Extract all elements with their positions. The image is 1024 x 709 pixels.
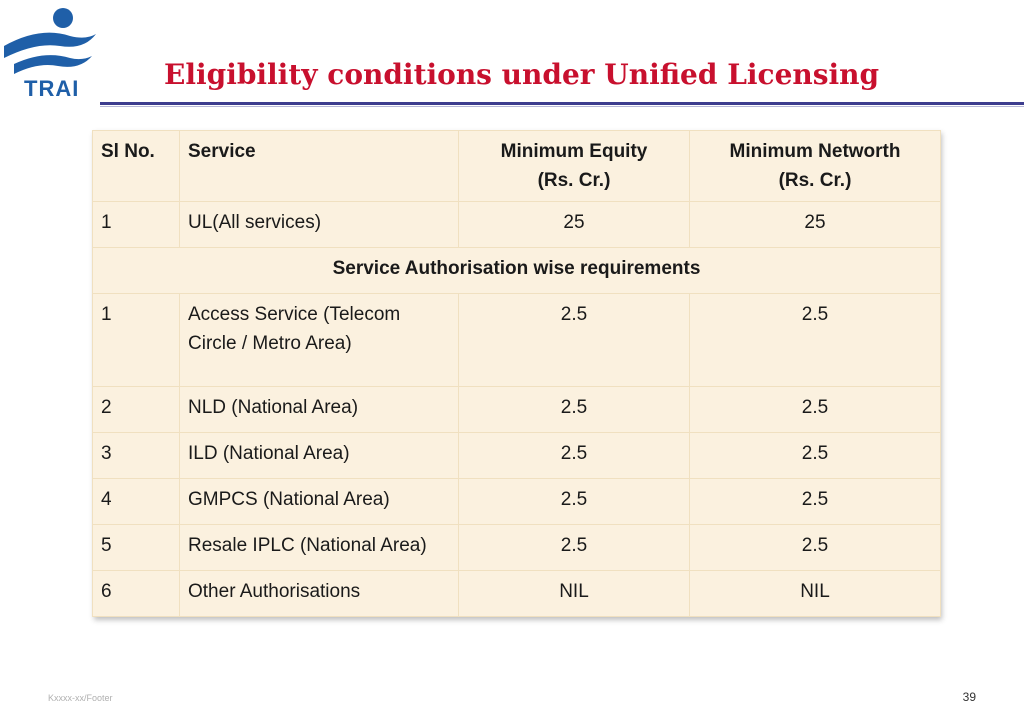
row-service: NLD (National Area) bbox=[180, 387, 459, 433]
logo-text: TRAI bbox=[24, 76, 80, 101]
row-sl: 5 bbox=[93, 525, 180, 571]
table-row bbox=[93, 387, 941, 433]
header-min-equity-line2: (Rs. Cr.) bbox=[537, 170, 611, 191]
table-row bbox=[93, 479, 941, 525]
row-sl: 2 bbox=[93, 387, 180, 433]
row-networth: 2.5 bbox=[690, 479, 941, 525]
slide-title: Eligibility conditions under Unified Licensing bbox=[164, 58, 880, 91]
table-row bbox=[93, 294, 941, 387]
row-equity: NIL bbox=[459, 571, 690, 617]
header-min-networth-line1: Minimum Networth bbox=[729, 141, 901, 162]
eligibility-table bbox=[92, 130, 941, 617]
row-service: Access Service (Telecom Circle / Metro Area) bbox=[180, 294, 459, 387]
ul-row bbox=[93, 202, 941, 248]
row-service: Other Authorisations bbox=[180, 571, 459, 617]
row-service: Resale IPLC (National Area) bbox=[180, 525, 459, 571]
row-networth: 2.5 bbox=[690, 387, 941, 433]
row-sl: 3 bbox=[93, 433, 180, 479]
row-networth: NIL bbox=[690, 571, 941, 617]
page-number: 39 bbox=[962, 690, 976, 704]
row-equity: 2.5 bbox=[459, 525, 690, 571]
footer-text: Kxxxx-xx/Footer bbox=[48, 693, 113, 703]
row-equity: 2.5 bbox=[459, 387, 690, 433]
row-sl: 4 bbox=[93, 479, 180, 525]
ul-sl: 1 bbox=[93, 202, 180, 248]
title-divider bbox=[100, 102, 1024, 105]
row-equity: 2.5 bbox=[459, 294, 690, 387]
header-min-networth-line2: (Rs. Cr.) bbox=[778, 170, 852, 191]
row-equity: 2.5 bbox=[459, 433, 690, 479]
ul-service: UL(All services) bbox=[180, 202, 459, 248]
ul-equity: 25 bbox=[459, 202, 690, 248]
header-min-networth bbox=[690, 131, 941, 202]
row-sl: 1 bbox=[93, 294, 180, 387]
eligibility-table-container bbox=[92, 130, 940, 617]
ul-networth: 25 bbox=[690, 202, 941, 248]
row-networth: 2.5 bbox=[690, 525, 941, 571]
table-row bbox=[93, 525, 941, 571]
row-service: ILD (National Area) bbox=[180, 433, 459, 479]
table-row bbox=[93, 571, 941, 617]
header-row bbox=[93, 131, 941, 202]
row-networth: 2.5 bbox=[690, 433, 941, 479]
section-heading-row bbox=[93, 248, 941, 294]
row-equity: 2.5 bbox=[459, 479, 690, 525]
header-service: Service bbox=[180, 131, 459, 202]
row-sl: 6 bbox=[93, 571, 180, 617]
header-min-equity bbox=[459, 131, 690, 202]
section-heading: Service Authorisation wise requirements bbox=[93, 248, 941, 294]
row-networth: 2.5 bbox=[690, 294, 941, 387]
row-service: GMPCS (National Area) bbox=[180, 479, 459, 525]
table-row bbox=[93, 433, 941, 479]
title-divider-thin bbox=[100, 106, 1024, 107]
header-sl-no: Sl No. bbox=[93, 131, 180, 202]
trai-emblem-icon bbox=[0, 6, 100, 86]
header-min-equity-line1: Minimum Equity bbox=[500, 141, 648, 162]
